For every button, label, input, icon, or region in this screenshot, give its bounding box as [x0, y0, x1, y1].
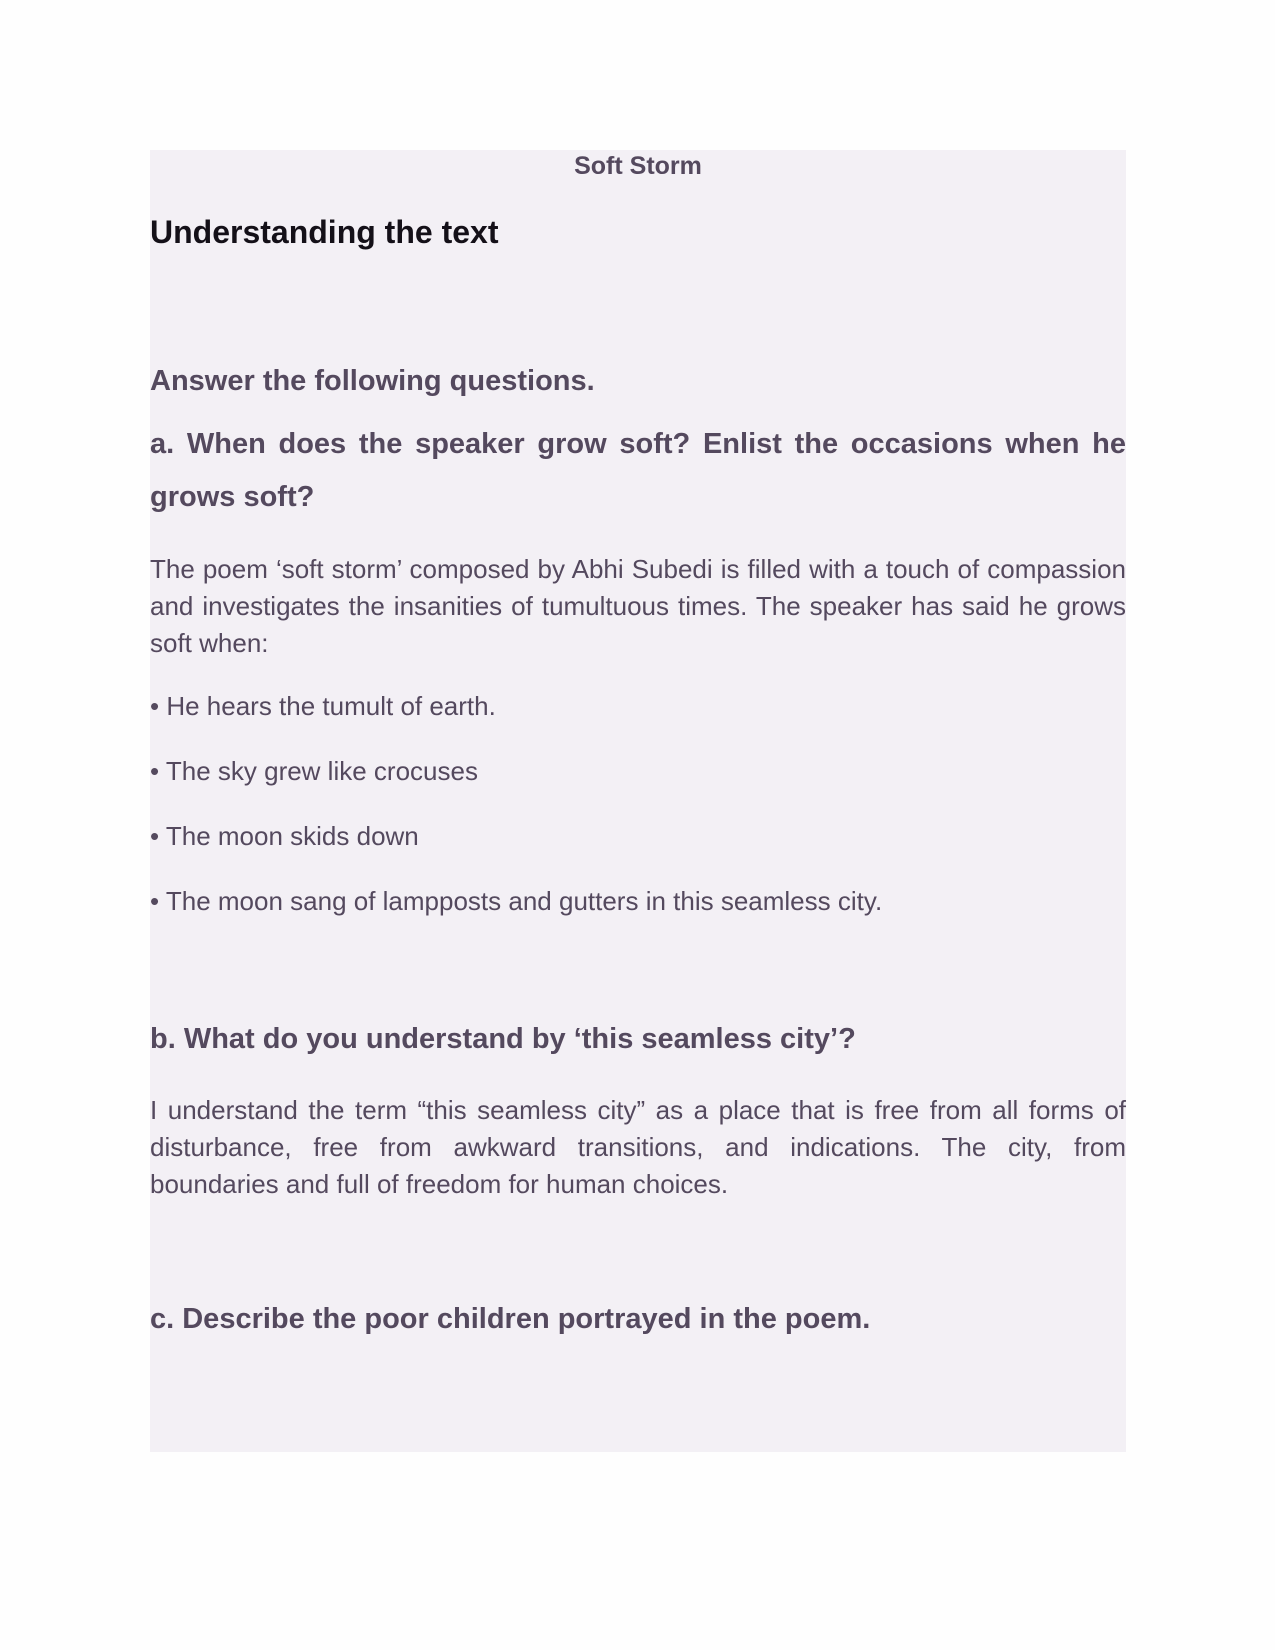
question-b: b. What do you understand by ‘this seamless city’? — [150, 1023, 856, 1055]
question-c: c. Describe the poor children portrayed in the poem. — [150, 1303, 871, 1335]
answer-a: The poem ‘soft storm’ composed by Abhi Subedi is filled with a touch of compassion and investigates the insanities of tumultuous times. The speaker has said he grows soft when: — [150, 554, 1126, 658]
section-heading: Understanding the text — [150, 214, 499, 250]
answer-b: I understand the term “this seamless city” as a place that is free from all forms of disturbance, free from awkward transitions, and indications. The city, from boundaries and full of freedom for human choices. — [150, 1095, 1126, 1199]
document-title: Soft Storm — [574, 152, 702, 180]
document-page — [150, 150, 1126, 1452]
instruction-text: Answer the following questions. — [150, 365, 595, 397]
question-a: a. When does the speaker grow soft? Enlist the occasions when he grows soft? — [150, 428, 1126, 513]
answer-a-bullet-4: • The moon sang of lampposts and gutters in this seamless city. — [150, 886, 883, 916]
answer-a-bullet-2: • The sky grew like crocuses — [150, 756, 478, 786]
answer-a-bullet-3: • The moon skids down — [150, 821, 419, 851]
answer-a-bullet-1: • He hears the tumult of earth. — [150, 691, 496, 721]
